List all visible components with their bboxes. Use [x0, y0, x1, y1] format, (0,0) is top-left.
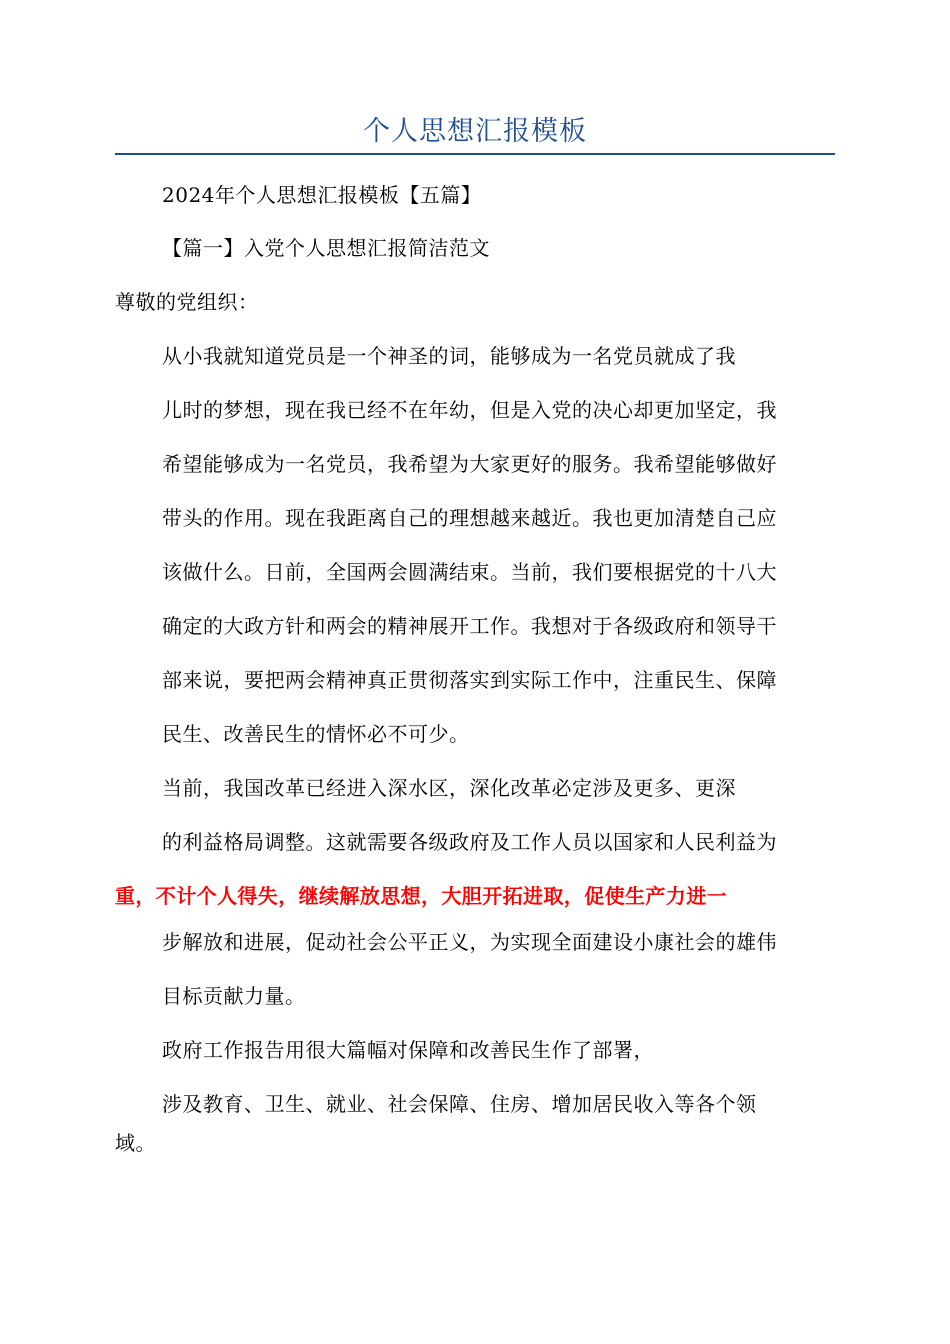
- document-title: 个人思想汇报模板: [363, 116, 587, 147]
- body-line: 该做什么。日前，全国两会圆满结束。当前，我们要根据党的十八大: [162, 560, 777, 584]
- document-heading: 2024年个人思想汇报模板【五篇】: [162, 183, 482, 207]
- body-line: 从小我就知道党员是一个神圣的词，能够成为一名党员就成了我: [162, 344, 736, 368]
- body-line: 民生、改善民生的情怀必不可少。: [162, 722, 470, 746]
- body-line: 带头的作用。现在我距离自己的理想越来越近。我也更加清楚自己应: [162, 506, 777, 530]
- body-line: 确定的大政方针和两会的精神展开工作。我想对于各级政府和领导干: [162, 614, 777, 638]
- body-line: 部来说，要把两会精神真正贯彻落实到实际工作中，注重民生、保障: [162, 668, 777, 692]
- body-line: 希望能够成为一名党员，我希望为大家更好的服务。我希望能够做好: [162, 452, 777, 476]
- body-line: 政府工作报告用很大篇幅对保障和改善民生作了部署，: [162, 1038, 654, 1062]
- body-line: 目标贡献力量。: [162, 984, 306, 1008]
- salutation: 尊敬的党组织：: [115, 290, 259, 314]
- highlighted-line: 重，不计个人得失，继续解放思想，大胆开拓进取，促使生产力进一: [115, 884, 727, 908]
- body-line: 儿时的梦想，现在我已经不在年幼，但是入党的决心却更加坚定，我: [162, 398, 777, 422]
- body-line: 域。: [115, 1131, 156, 1155]
- body-line: 涉及教育、卫生、就业、社会保障、住房、增加居民收入等各个领: [162, 1092, 757, 1116]
- body-line: 当前，我国改革已经进入深水区，深化改革必定涉及更多、更深: [162, 776, 736, 800]
- title-underline: [115, 153, 835, 155]
- body-line: 步解放和进展，促动社会公平正义，为实现全面建设小康社会的雄伟: [162, 930, 777, 954]
- section-title: 【篇一】入党个人思想汇报简洁范文: [162, 236, 490, 260]
- body-line: 的利益格局调整。这就需要各级政府及工作人员以国家和人民利益为: [162, 830, 777, 854]
